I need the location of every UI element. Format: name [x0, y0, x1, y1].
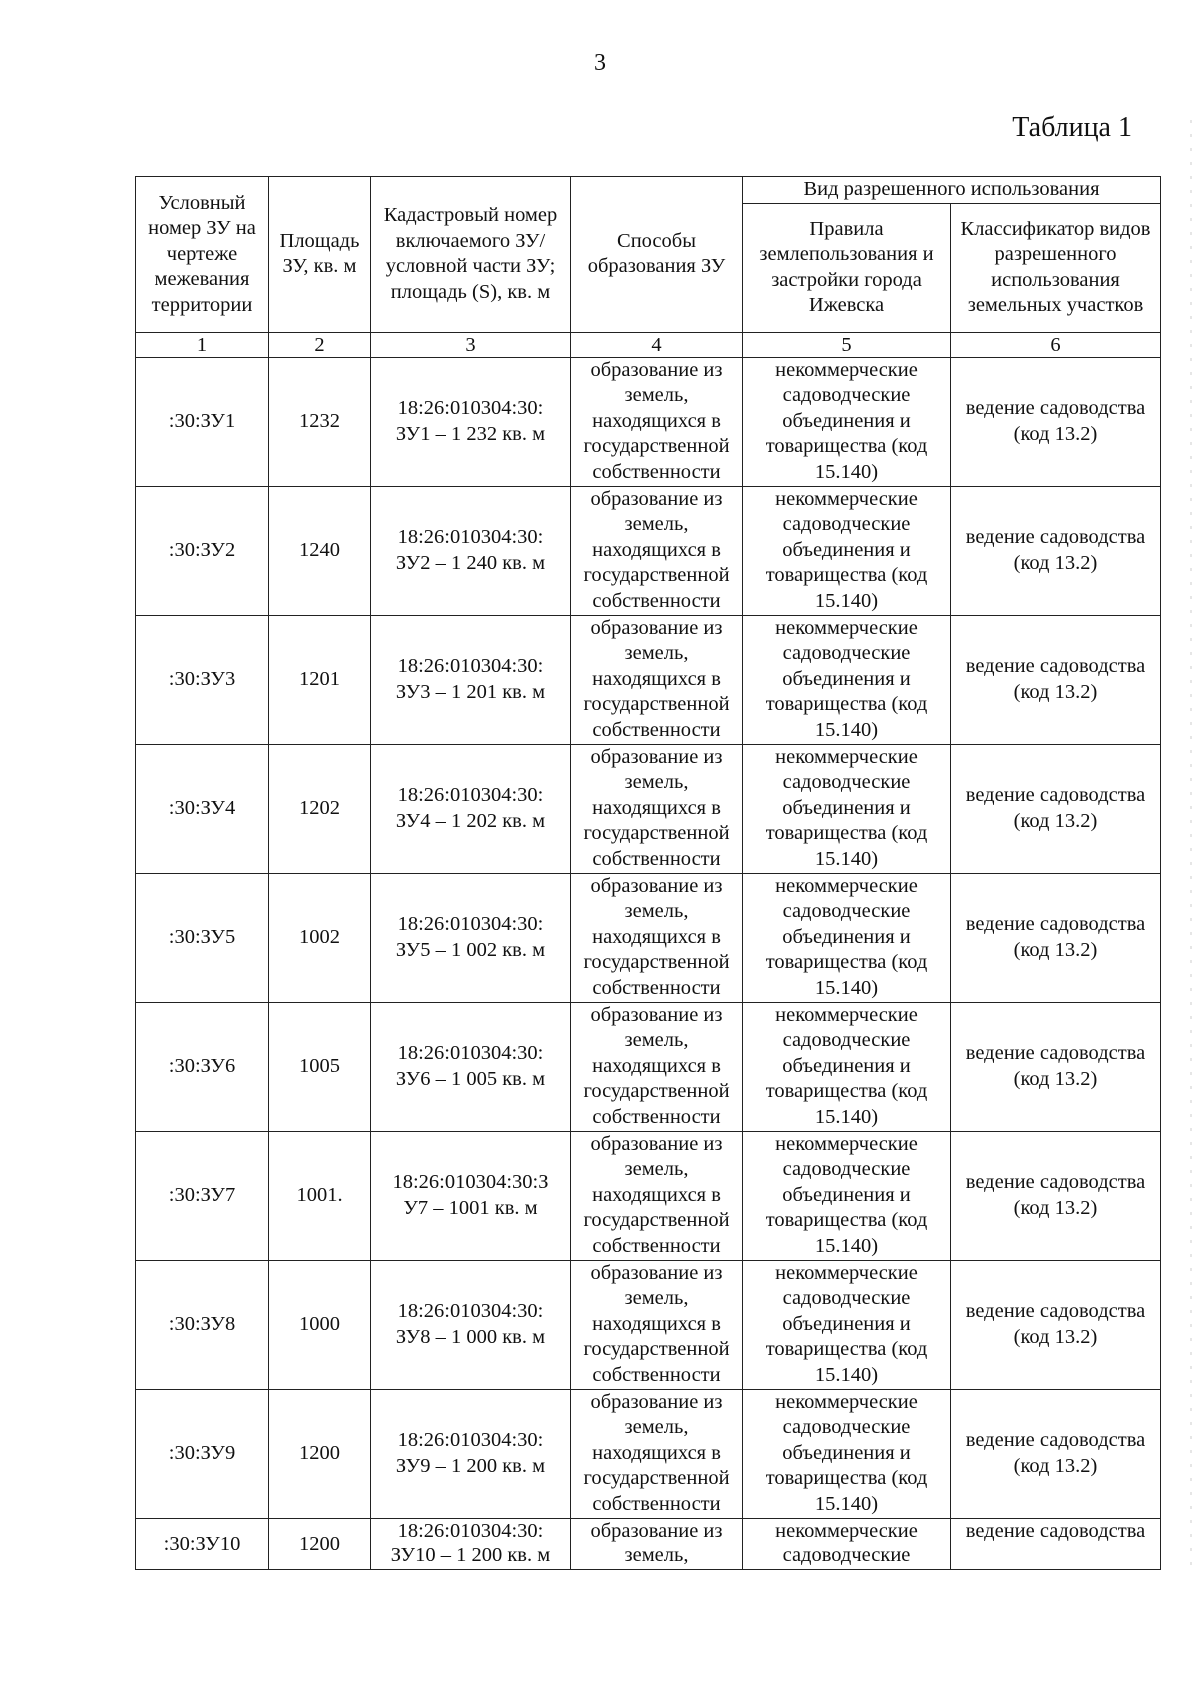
cadastral-number: 18:26:010304:30:: [397, 1300, 544, 1322]
plot-number-cell: :30:ЗУ9: [136, 1389, 269, 1518]
plot-number-cell: :30:ЗУ1: [136, 357, 269, 486]
cadastral-number: 18:26:010304:30:: [397, 1429, 544, 1451]
classifier-cell: ведение садоводства (код 13.2): [951, 744, 1161, 873]
classifier-cell: ведение садоводства (код 13.2): [951, 1389, 1161, 1518]
cadastral-area: ЗУ1 – 1 232 кв. м: [395, 422, 546, 445]
header-area: Площадь ЗУ, кв. м: [269, 177, 371, 333]
cadastral-area: ЗУ10 – 1 200 кв. м: [390, 1543, 551, 1566]
city-rules-cell: некоммерческие садоводческие объединения и товарищества (код 15.140): [743, 873, 951, 1002]
plot-number-cell: :30:ЗУ2: [136, 486, 269, 615]
column-number: 5: [743, 332, 951, 357]
table-row: [136, 1002, 1161, 1131]
cadastral-area: ЗУ6 – 1 005 кв. м: [395, 1067, 546, 1090]
area-cell: 1201: [269, 615, 371, 744]
cadastral-cell: [371, 1260, 571, 1389]
classifier-cell: ведение садоводства: [951, 1518, 1161, 1569]
area-cell: 1005: [269, 1002, 371, 1131]
formation-method-cell: образование из земель, находящихся в государственной собственности: [571, 357, 743, 486]
table-row: [136, 486, 1161, 615]
city-rules-cell: некоммерческие садоводческие объединения и товарищества (код 15.140): [743, 1260, 951, 1389]
page-number: 3: [594, 50, 606, 76]
classifier-cell: ведение садоводства (код 13.2): [951, 1260, 1161, 1389]
header-classifier: Классификатор видов разрешенного использования земельных участков: [951, 203, 1161, 332]
cadastral-cell: [371, 744, 571, 873]
classifier-cell: ведение садоводства (код 13.2): [951, 357, 1161, 486]
area-cell: 1001.: [269, 1131, 371, 1260]
area-cell: 1240: [269, 486, 371, 615]
plot-number-cell: :30:ЗУ3: [136, 615, 269, 744]
cadastral-area: ЗУ5 – 1 002 кв. м: [395, 938, 546, 961]
classifier-cell: ведение садоводства (код 13.2): [951, 1131, 1161, 1260]
column-number: 1: [136, 332, 269, 357]
cadastral-number: 18:26:010304:30:: [397, 655, 544, 677]
scan-edge-noise: [1190, 120, 1192, 1570]
formation-method-cell: образование из земель, находящихся в государственной собственности: [571, 744, 743, 873]
cadastral-cell: [371, 486, 571, 615]
column-number: 3: [371, 332, 571, 357]
classifier-cell: ведение садоводства (код 13.2): [951, 486, 1161, 615]
classifier-cell: ведение садоводства (код 13.2): [951, 873, 1161, 1002]
cadastral-area: ЗУ8 – 1 000 кв. м: [395, 1325, 546, 1348]
table-row: [136, 1260, 1161, 1389]
formation-method-cell: образование из земель, находящихся в государственной собственности: [571, 1389, 743, 1518]
cadastral-area: У7 – 1001 кв. м: [403, 1196, 538, 1219]
cadastral-cell: [371, 1389, 571, 1518]
classifier-cell: ведение садоводства (код 13.2): [951, 615, 1161, 744]
table-row: [136, 1389, 1161, 1518]
plot-number-cell: :30:ЗУ8: [136, 1260, 269, 1389]
header-permitted-use-group: Вид разрешенного использования: [743, 177, 1161, 204]
table-label: Таблица 1: [1012, 112, 1132, 143]
formation-method-cell: образование из земель, находящихся в государственной собственности: [571, 615, 743, 744]
header-plot-number: Условный номер ЗУ на чертеже межевания территории: [136, 177, 269, 333]
column-number: 6: [951, 332, 1161, 357]
cadastral-cell: [371, 1131, 571, 1260]
area-cell: 1232: [269, 357, 371, 486]
formation-method-cell: образование из земель, находящихся в государственной собственности: [571, 1002, 743, 1131]
formation-method-cell: образование из земель, находящихся в государственной собственности: [571, 486, 743, 615]
cadastral-cell: [371, 1518, 571, 1569]
cadastral-number: 18:26:010304:30:: [397, 1519, 544, 1542]
plot-number-cell: :30:ЗУ5: [136, 873, 269, 1002]
formation-method-cell: образование из земель,: [571, 1518, 743, 1569]
cadastral-number: 18:26:010304:30:: [397, 397, 544, 419]
city-rules-cell: некоммерческие садоводческие объединения и товарищества (код 15.140): [743, 615, 951, 744]
area-cell: 1000: [269, 1260, 371, 1389]
column-number: 2: [269, 332, 371, 357]
city-rules-cell: некоммерческие садоводческие объединения и товарищества (код 15.140): [743, 357, 951, 486]
table-row: [136, 1131, 1161, 1260]
table-row: [136, 873, 1161, 1002]
cadastral-number: 18:26:010304:30:З: [392, 1171, 549, 1193]
header-city-rules: Правила землепользования и застройки города Ижевска: [743, 203, 951, 332]
area-cell: 1200: [269, 1389, 371, 1518]
cadastral-cell: [371, 873, 571, 1002]
classifier-cell: ведение садоводства (код 13.2): [951, 1002, 1161, 1131]
city-rules-cell: некоммерческие садоводческие: [743, 1518, 951, 1569]
cadastral-area: ЗУ4 – 1 202 кв. м: [395, 809, 546, 832]
cadastral-number: 18:26:010304:30:: [397, 913, 544, 935]
cadastral-number: 18:26:010304:30:: [397, 526, 544, 548]
cadastral-cell: [371, 1002, 571, 1131]
cadastral-area: ЗУ3 – 1 201 кв. м: [395, 680, 546, 703]
cadastral-number: 18:26:010304:30:: [397, 1042, 544, 1064]
city-rules-cell: некоммерческие садоводческие объединения и товарищества (код 15.140): [743, 1131, 951, 1260]
cadastral-cell: [371, 357, 571, 486]
header-formation-method: Способы образования ЗУ: [571, 177, 743, 333]
formation-method-cell: образование из земель, находящихся в государственной собственности: [571, 1260, 743, 1389]
land-plots-table: [135, 176, 1161, 1570]
plot-number-cell: :30:ЗУ6: [136, 1002, 269, 1131]
formation-method-cell: образование из земель, находящихся в государственной собственности: [571, 1131, 743, 1260]
plot-number-cell: :30:ЗУ10: [136, 1518, 269, 1569]
table-row: [136, 615, 1161, 744]
plot-number-cell: :30:ЗУ4: [136, 744, 269, 873]
plot-number-cell: :30:ЗУ7: [136, 1131, 269, 1260]
table-row: [136, 744, 1161, 873]
column-number-row: [136, 332, 1161, 357]
cadastral-area: ЗУ9 – 1 200 кв. м: [395, 1454, 546, 1477]
city-rules-cell: некоммерческие садоводческие объединения и товарищества (код 15.140): [743, 1002, 951, 1131]
table-row-partial: [136, 1518, 1161, 1569]
area-cell: 1002: [269, 873, 371, 1002]
area-cell: 1202: [269, 744, 371, 873]
cadastral-number: 18:26:010304:30:: [397, 784, 544, 806]
header-cadastral-number: Кадастровый номер включаемого ЗУ/ условной части ЗУ; площадь (S), кв. м: [371, 177, 571, 333]
column-number: 4: [571, 332, 743, 357]
area-cell: 1200: [269, 1518, 371, 1569]
city-rules-cell: некоммерческие садоводческие объединения и товарищества (код 15.140): [743, 1389, 951, 1518]
cadastral-cell: [371, 615, 571, 744]
cadastral-area: ЗУ2 – 1 240 кв. м: [395, 551, 546, 574]
city-rules-cell: некоммерческие садоводческие объединения и товарищества (код 15.140): [743, 486, 951, 615]
table-row: [136, 357, 1161, 486]
city-rules-cell: некоммерческие садоводческие объединения и товарищества (код 15.140): [743, 744, 951, 873]
formation-method-cell: образование из земель, находящихся в государственной собственности: [571, 873, 743, 1002]
